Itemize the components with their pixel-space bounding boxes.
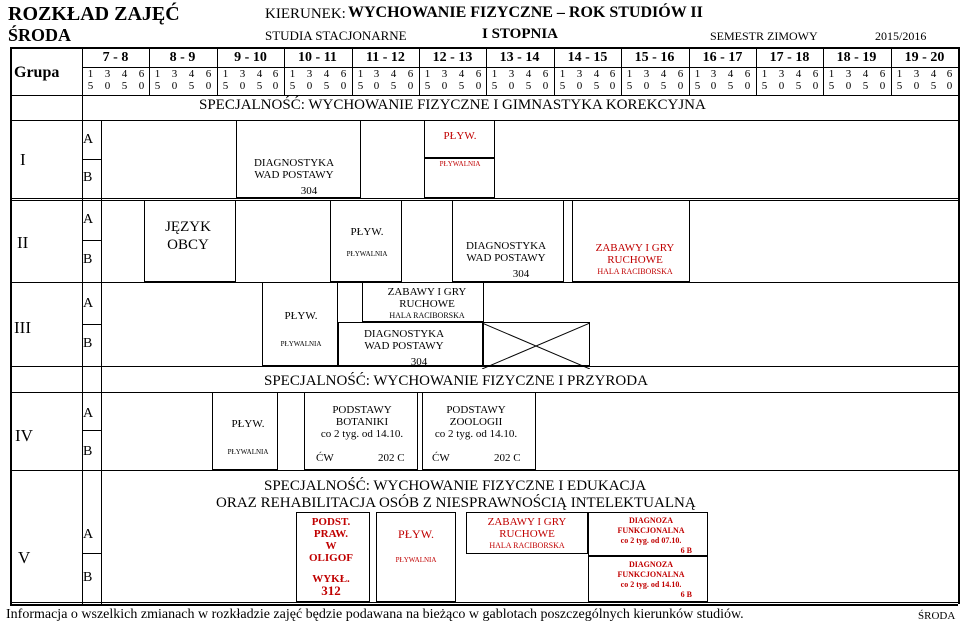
day-title: ŚRODA bbox=[8, 25, 72, 45]
minute-label: 4 5 bbox=[727, 68, 734, 92]
hour-header: 10 - 11 bbox=[298, 50, 337, 65]
minute-label: 4 5 bbox=[458, 68, 465, 92]
group-header: Grupa bbox=[14, 64, 60, 81]
class-frequency: co 2 tyg. od 14.10. bbox=[434, 428, 518, 440]
class-diagnostyka[interactable] bbox=[244, 157, 344, 197]
hour-header: 7 - 8 bbox=[102, 50, 129, 65]
study-mode: STUDIA STACJONARNE bbox=[265, 28, 407, 43]
grid-line bbox=[82, 47, 83, 604]
class-name: PŁYW. bbox=[398, 527, 434, 541]
class-frequency: co 2 tyg. od 07.10. bbox=[620, 536, 682, 545]
section-title-edukacja-2: ORAZ REHABILITACJA OSÓB Z NIESPRAWNOŚCIĄ INTELEKTUALNĄ bbox=[216, 495, 696, 511]
minute-label: 6 0 bbox=[812, 68, 819, 92]
minute-label: 6 0 bbox=[542, 68, 549, 92]
hour-header: 12 - 13 bbox=[432, 50, 473, 65]
minute-label: 1 5 bbox=[491, 68, 498, 92]
class-frequency: co 2 tyg. od 14.10. bbox=[620, 580, 682, 589]
group-label-III: III bbox=[14, 318, 31, 337]
cross-out-mark bbox=[482, 323, 590, 369]
minute-label: 4 5 bbox=[121, 68, 128, 92]
class-name: JĘZYK bbox=[165, 219, 211, 235]
minute-label: 1 5 bbox=[222, 68, 229, 92]
study-level: I STOPNIA bbox=[482, 26, 558, 42]
group-label-II: II bbox=[17, 233, 29, 252]
class-name: DIAGNOSTYKA bbox=[253, 157, 335, 169]
class-name: PŁYW. bbox=[443, 130, 477, 142]
grid-line bbox=[101, 120, 102, 604]
class-name: PŁYW. bbox=[231, 418, 265, 430]
class-plywanie[interactable] bbox=[430, 130, 490, 168]
class-name-2: BOTANIKI bbox=[335, 416, 389, 428]
class-type: ĆW bbox=[316, 452, 334, 464]
grid-border bbox=[10, 47, 12, 604]
class-name: PŁYW. bbox=[350, 226, 384, 238]
class-name-3: W bbox=[325, 540, 337, 552]
grid-line bbox=[10, 470, 958, 471]
minute-label: 1 5 bbox=[87, 68, 94, 92]
minute-label: 3 0 bbox=[171, 68, 178, 92]
section-title-edukacja: SPECJALNOŚĆ: WYCHOWANIE FIZYCZNE I EDUKACJA bbox=[264, 478, 647, 494]
class-name-2: FUNKCJONALNA bbox=[617, 570, 685, 579]
minute-label: 6 0 bbox=[609, 68, 616, 92]
location: HALA RACIBORSKA bbox=[389, 311, 465, 320]
location: HALA RACIBORSKA bbox=[597, 267, 673, 276]
minute-label: 1 5 bbox=[357, 68, 364, 92]
room-number: 6 B bbox=[680, 590, 692, 599]
minute-label: 3 0 bbox=[710, 68, 717, 92]
minute-label: 1 5 bbox=[424, 68, 431, 92]
location: PŁYWALNIA bbox=[280, 340, 322, 348]
minute-label: 3 0 bbox=[643, 68, 650, 92]
hour-header: 16 - 17 bbox=[702, 50, 743, 65]
class-plywanie[interactable] bbox=[337, 226, 397, 258]
group-sub-a: A bbox=[83, 212, 94, 227]
location: PŁYWALNIA bbox=[346, 250, 388, 258]
grid-line bbox=[82, 324, 101, 325]
group-label-IV: IV bbox=[15, 426, 33, 445]
minute-label: 4 5 bbox=[256, 68, 263, 92]
group-label-I: I bbox=[20, 150, 26, 169]
section-title-przyroda: SPECJALNOŚĆ: WYCHOWANIE FIZYCZNE I PRZYRODA bbox=[264, 373, 648, 389]
minute-label: 3 0 bbox=[913, 68, 920, 92]
class-name-2: OBCY bbox=[167, 237, 209, 253]
class-name: ZABAWY I GRY bbox=[487, 516, 567, 528]
class-name: PODSTAWY bbox=[332, 404, 392, 416]
hour-header: 14 - 15 bbox=[567, 50, 608, 65]
minute-label: 4 5 bbox=[593, 68, 600, 92]
room-number: 202 C bbox=[378, 452, 405, 464]
class-name-2: RUCHOWE bbox=[499, 528, 555, 540]
class-name-2: PRAW. bbox=[313, 528, 349, 540]
location: PŁYWALNIA bbox=[439, 160, 481, 168]
class-name: PODSTAWY bbox=[446, 404, 506, 416]
location: PŁYWALNIA bbox=[395, 556, 437, 564]
field-value: WYCHOWANIE FIZYCZNE – ROK STUDIÓW II bbox=[348, 4, 703, 21]
class-name: PODST. bbox=[311, 516, 351, 528]
class-podst-praw-oligof[interactable] bbox=[303, 516, 359, 597]
minute-label: 3 0 bbox=[576, 68, 583, 92]
class-diagnoza-b[interactable] bbox=[596, 560, 706, 600]
grid-line bbox=[10, 198, 958, 199]
class-frequency: co 2 tyg. od 14.10. bbox=[320, 428, 404, 440]
class-name-2: FUNKCJONALNA bbox=[617, 526, 685, 535]
field-label: KIERUNEK: bbox=[265, 6, 346, 22]
class-zabawy-i-gry[interactable] bbox=[472, 516, 582, 552]
minute-label: 4 5 bbox=[930, 68, 937, 92]
hour-header: 8 - 9 bbox=[169, 50, 196, 65]
hour-header: 13 - 14 bbox=[499, 50, 540, 65]
minute-label: 3 0 bbox=[508, 68, 515, 92]
class-name-2: RUCHOWE bbox=[399, 298, 455, 310]
room-number: 6 B bbox=[680, 546, 692, 555]
grid-border bbox=[10, 604, 958, 606]
hour-header: 15 - 16 bbox=[634, 50, 675, 65]
minute-label: 1 5 bbox=[559, 68, 566, 92]
group-sub-b: B bbox=[83, 444, 93, 459]
class-name: ZABAWY I GRY bbox=[595, 242, 675, 254]
class-diagnostyka[interactable] bbox=[354, 328, 454, 368]
minute-label: 4 5 bbox=[323, 68, 330, 92]
grid-line bbox=[10, 282, 958, 283]
minute-label: 6 0 bbox=[475, 68, 482, 92]
class-plywanie[interactable] bbox=[271, 310, 331, 348]
minute-label: 6 0 bbox=[879, 68, 886, 92]
grid-line bbox=[10, 95, 958, 96]
class-diagnostyka[interactable] bbox=[456, 240, 556, 280]
group-sub-b: B bbox=[83, 170, 93, 185]
class-type: ĆW bbox=[432, 452, 450, 464]
group-sub-a: A bbox=[83, 132, 94, 147]
minute-label: 4 5 bbox=[525, 68, 532, 92]
minute-label: 4 5 bbox=[795, 68, 802, 92]
minute-label: 4 5 bbox=[188, 68, 195, 92]
location: HALA RACIBORSKA bbox=[489, 541, 565, 550]
footer-info: Informacja o wszelkich zmianach w rozkładzie zajęć będzie podawana na bieżąco w gablotach poszczególnych kierunków studiów. bbox=[6, 607, 744, 622]
group-sub-b: B bbox=[83, 570, 93, 585]
grid-line bbox=[82, 240, 101, 241]
minute-label: 3 0 bbox=[778, 68, 785, 92]
class-zabawy-i-gry[interactable] bbox=[372, 286, 482, 322]
semester: SEMESTR ZIMOWY bbox=[710, 29, 818, 43]
group-sub-a: A bbox=[83, 527, 94, 542]
room-number: 304 bbox=[410, 356, 428, 368]
minute-label: 3 0 bbox=[845, 68, 852, 92]
group-label-V: V bbox=[18, 548, 31, 567]
room-number: 304 bbox=[300, 185, 318, 197]
minute-label: 1 5 bbox=[896, 68, 903, 92]
class-name: DIAGNOZA bbox=[628, 560, 673, 569]
hour-header: 9 - 10 bbox=[234, 50, 267, 65]
class-name: ZABAWY I GRY bbox=[387, 286, 467, 298]
grid-line bbox=[10, 602, 958, 603]
minute-label: 6 0 bbox=[946, 68, 953, 92]
class-name-2: WAD POSTAWY bbox=[364, 340, 444, 352]
room-number: 312 bbox=[321, 583, 341, 598]
group-sub-a: A bbox=[83, 296, 94, 311]
minute-label: 1 5 bbox=[154, 68, 161, 92]
grid-line bbox=[82, 159, 101, 160]
footer-day: ŚRODA bbox=[918, 610, 956, 622]
class-plywanie[interactable] bbox=[218, 418, 278, 456]
minute-label: 6 0 bbox=[407, 68, 414, 92]
minute-label: 1 5 bbox=[828, 68, 835, 92]
minute-label: 1 5 bbox=[694, 68, 701, 92]
minute-label: 6 0 bbox=[138, 68, 145, 92]
minute-label: 3 0 bbox=[373, 68, 380, 92]
minute-label: 1 5 bbox=[761, 68, 768, 92]
room-number: 202 C bbox=[494, 452, 521, 464]
class-botanika[interactable] bbox=[312, 404, 412, 440]
minute-label: 6 0 bbox=[205, 68, 212, 92]
class-zabawy-i-gry[interactable] bbox=[580, 242, 690, 278]
class-name-2: WAD POSTAWY bbox=[466, 252, 546, 264]
class-name-2: WAD POSTAWY bbox=[254, 169, 334, 181]
minute-label: 4 5 bbox=[660, 68, 667, 92]
group-sub-b: B bbox=[83, 252, 93, 267]
class-name: DIAGNOZA bbox=[628, 516, 673, 525]
hour-header: 18 - 19 bbox=[836, 50, 877, 65]
class-name-2: ZOOLOGII bbox=[449, 416, 503, 428]
class-name: DIAGNOSTYKA bbox=[363, 328, 445, 340]
minute-label: 4 5 bbox=[862, 68, 869, 92]
section-title-gimnastyka: SPECJALNOŚĆ: WYCHOWANIE FIZYCZNE I GIMNASTYKA KOREKCYJNA bbox=[199, 97, 706, 113]
hour-header: 19 - 20 bbox=[904, 50, 945, 65]
page-title: ROZKŁAD ZAJĘĆ bbox=[8, 3, 180, 25]
class-name-4: OLIGOF bbox=[308, 552, 353, 564]
class-jezyk-obcy[interactable] bbox=[158, 218, 218, 254]
hour-header: 11 - 12 bbox=[366, 50, 405, 65]
room-number: 304 bbox=[512, 268, 530, 280]
minute-label: 6 0 bbox=[677, 68, 684, 92]
class-plywanie[interactable] bbox=[386, 527, 446, 564]
minute-label: 6 0 bbox=[272, 68, 279, 92]
minute-label: 3 0 bbox=[239, 68, 246, 92]
minute-label: 1 5 bbox=[289, 68, 296, 92]
minute-label: 6 0 bbox=[340, 68, 347, 92]
minute-label: 3 0 bbox=[306, 68, 313, 92]
class-name: DIAGNOSTYKA bbox=[465, 240, 547, 252]
academic-year: 2015/2016 bbox=[875, 29, 927, 43]
location: PŁYWALNIA bbox=[227, 448, 269, 456]
minute-label: 3 0 bbox=[104, 68, 111, 92]
group-sub-b: B bbox=[83, 336, 93, 351]
grid-line bbox=[82, 430, 101, 431]
class-type: WYKŁ. bbox=[312, 573, 350, 585]
group-sub-a: A bbox=[83, 406, 94, 421]
class-name-2: RUCHOWE bbox=[607, 254, 663, 266]
class-name: PŁYW. bbox=[284, 310, 318, 322]
hour-header: 17 - 18 bbox=[769, 50, 810, 65]
minute-label: 1 5 bbox=[626, 68, 633, 92]
class-diagnoza-a[interactable] bbox=[596, 516, 706, 556]
minute-label: 3 0 bbox=[441, 68, 448, 92]
minute-label: 4 5 bbox=[390, 68, 397, 92]
grid-border bbox=[10, 47, 958, 49]
minute-label: 6 0 bbox=[744, 68, 751, 92]
grid-line bbox=[82, 553, 101, 554]
class-zoologia[interactable] bbox=[426, 404, 526, 440]
